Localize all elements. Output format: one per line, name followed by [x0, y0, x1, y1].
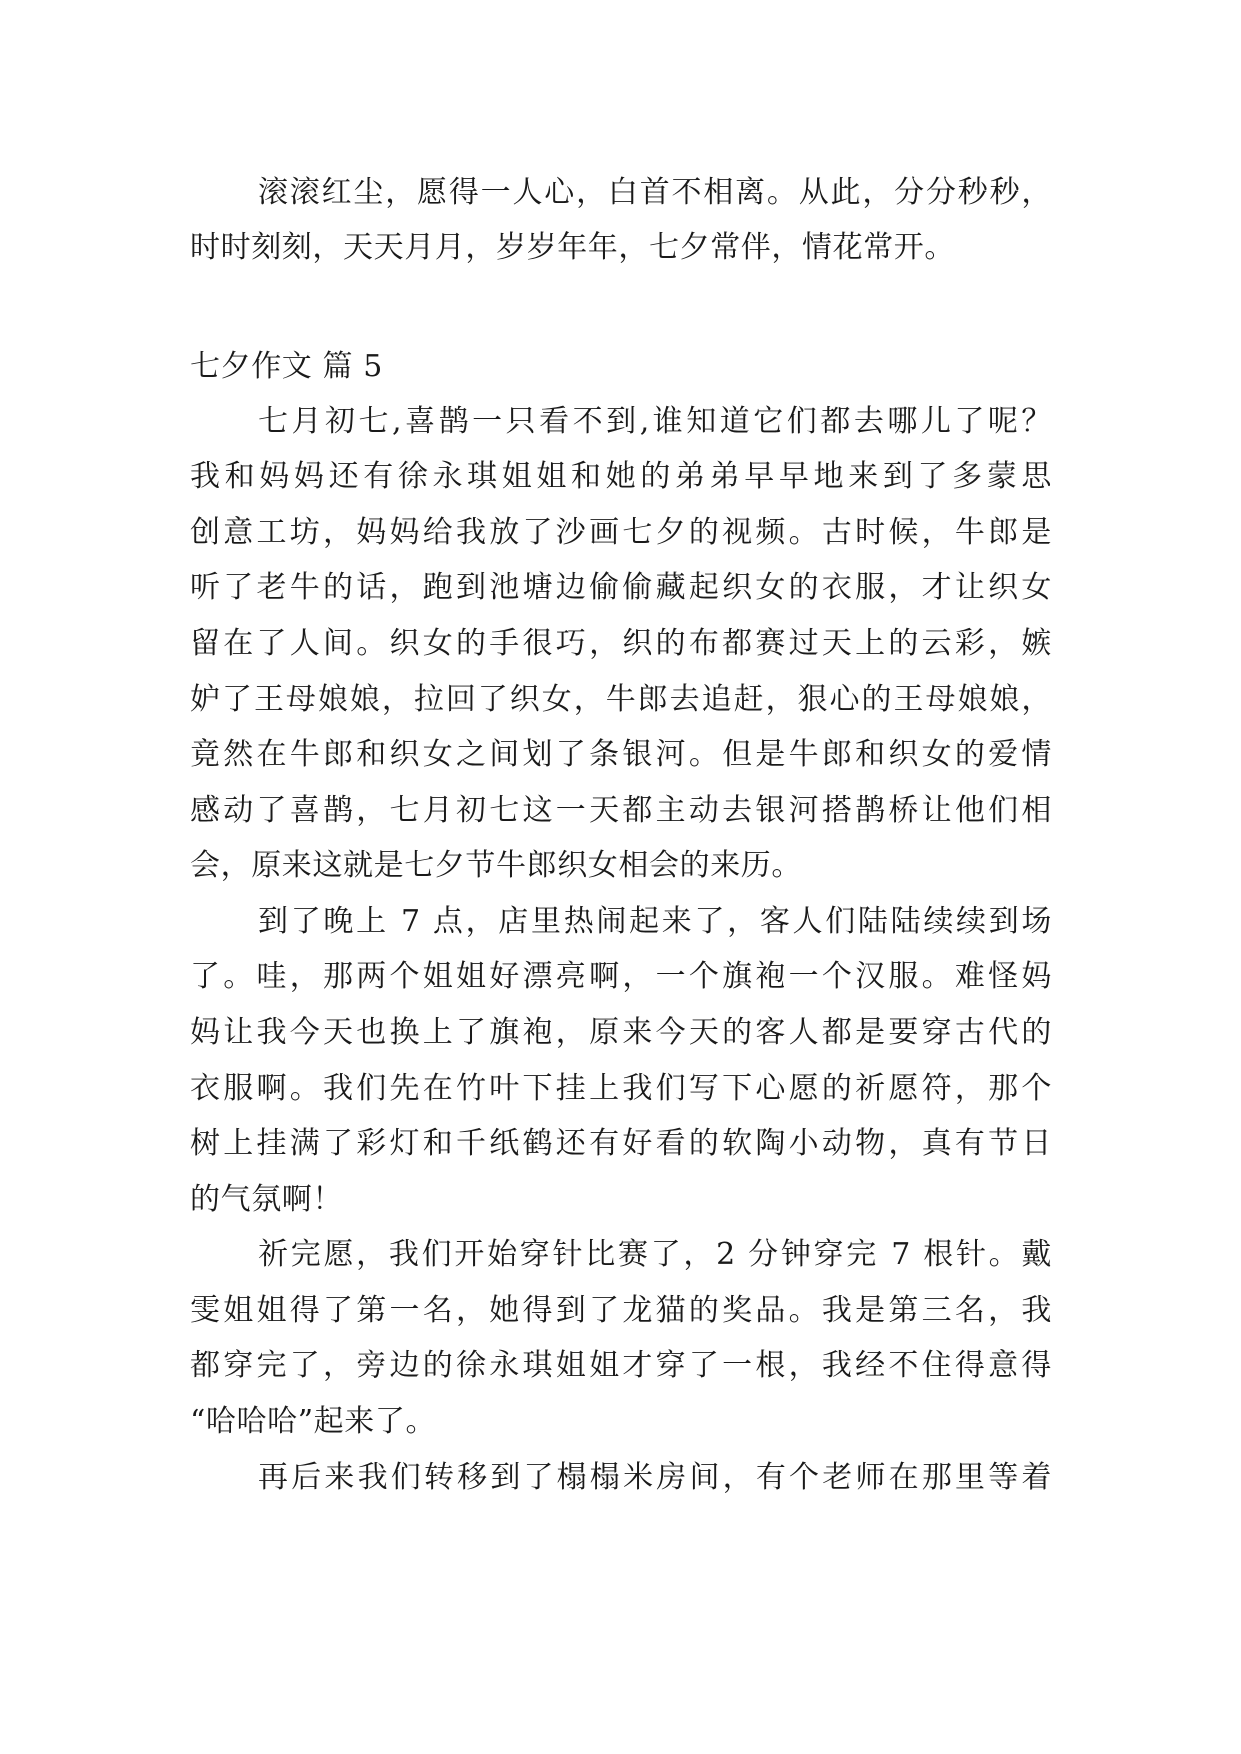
text-line: 的气氛啊！: [190, 1182, 343, 1217]
text-line: 妒了王母娘娘，拉回了织女，牛郎去追赶，狠心的王母娘娘，: [190, 682, 1052, 717]
text-line: 了。哇，那两个姐姐好漂亮啊，一个旗袍一个汉服。难怪妈: [190, 959, 1052, 994]
text-line: 祈完愿，我们开始穿针比赛了，2 分钟穿完 7 根针。戴: [258, 1237, 1052, 1272]
text-line: 会，原来这就是七夕节牛郎织女相会的来历。: [190, 848, 802, 883]
text-line: 树上挂满了彩灯和千纸鹤还有好看的软陶小动物，真有节日: [190, 1126, 1052, 1161]
text-line: 再后来我们转移到了榻榻米房间，有个老师在那里等着: [258, 1460, 1052, 1495]
text-line: 竟然在牛郎和织女之间划了条银河。但是牛郎和织女的爱情: [190, 737, 1052, 772]
text-line: 都穿完了，旁边的徐永琪姐姐才穿了一根，我经不住得意得: [190, 1348, 1052, 1383]
text-line: 滚滚红尘，愿得一人心，白首不相离。从此，分分秒秒，: [258, 175, 1052, 210]
text-line: 感动了喜鹊，七月初七这一天都主动去银河搭鹊桥让他们相: [190, 793, 1052, 828]
text-line: 留在了人间。织女的手很巧，织的布都赛过天上的云彩，嫉: [190, 626, 1052, 661]
text-line: 到了晚上 7 点，店里热闹起来了，客人们陆陆续续到场: [258, 904, 1052, 939]
text-line: “哈哈哈”起来了。: [190, 1404, 437, 1439]
text-line: 创意工坊，妈妈给我放了沙画七夕的视频。古时候，牛郎是: [190, 515, 1052, 550]
text-line: 衣服啊。我们先在竹叶下挂上我们写下心愿的祈愿符，那个: [190, 1071, 1052, 1106]
text-line: 雯姐姐得了第一名，她得到了龙猫的奖品。我是第三名，我: [190, 1293, 1052, 1328]
text-line: 时时刻刻，天天月月，岁岁年年，七夕常伴，情花常开。: [190, 230, 955, 265]
text-line: 七月初七,喜鹊一只看不到,谁知道它们都去哪儿了呢？: [258, 404, 1052, 439]
section-heading: 七夕作文 篇 5: [190, 349, 383, 384]
text-line: 妈让我今天也换上了旗袍，原来今天的客人都是要穿古代的: [190, 1015, 1052, 1050]
text-line: 我和妈妈还有徐永琪姐姐和她的弟弟早早地来到了多蒙思: [190, 459, 1052, 494]
text-line: 听了老牛的话，跑到池塘边偷偷藏起织女的衣服，才让织女: [190, 570, 1052, 605]
